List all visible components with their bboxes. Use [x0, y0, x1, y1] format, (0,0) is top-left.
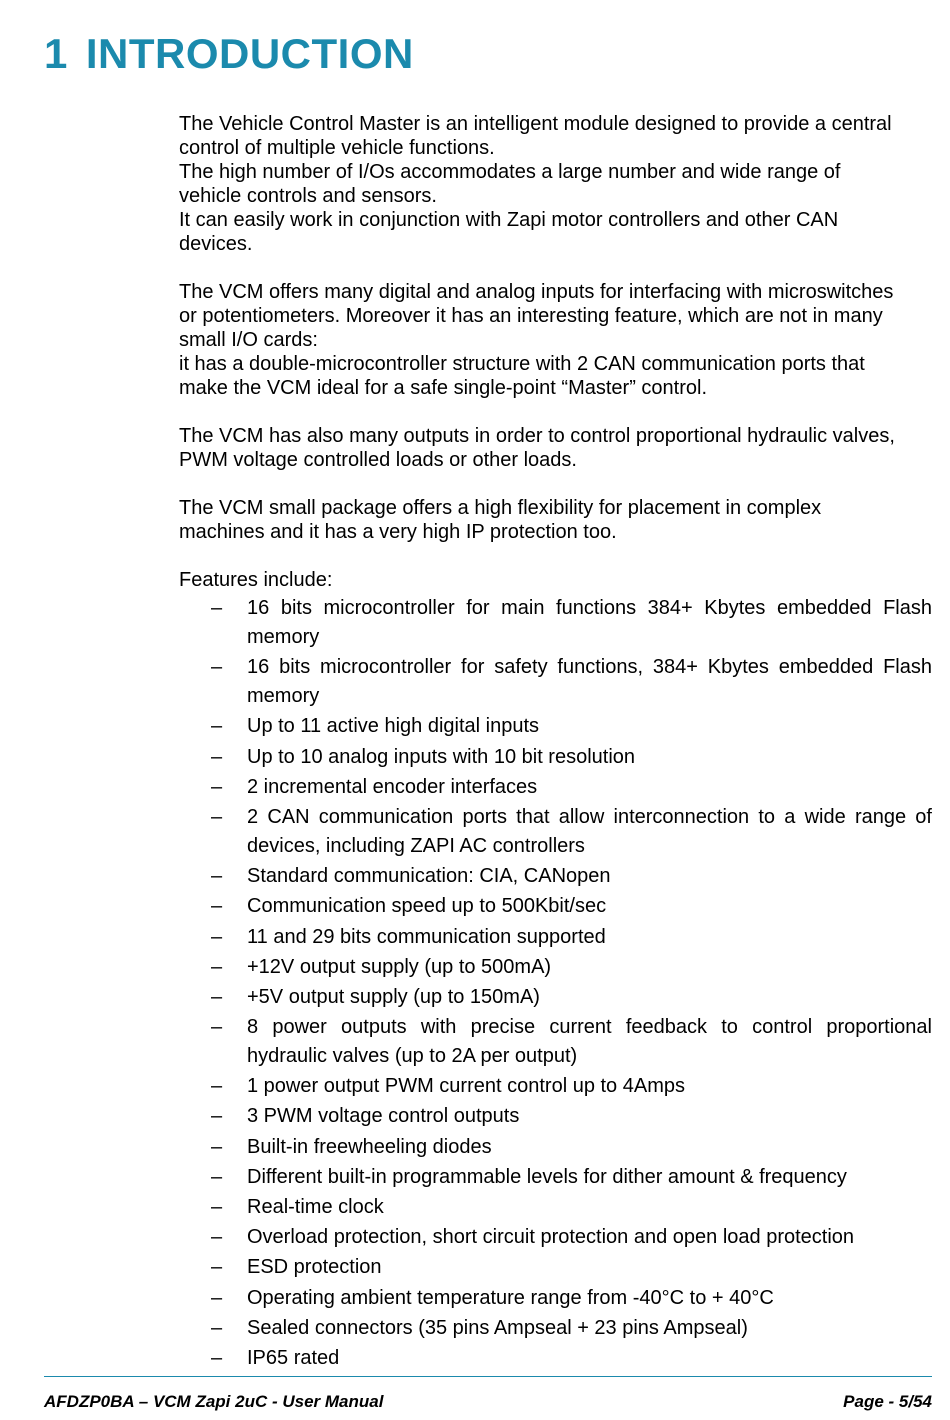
feature-text: ESD protection — [247, 1256, 382, 1279]
bullet-dash: – — [211, 715, 223, 738]
feature-text: Real-time clock — [247, 1196, 384, 1218]
feature-text: Sealed connectors (35 pins Ampseal + 23 pins Ampseal) — [247, 1316, 748, 1339]
bullet-dash: – — [211, 1105, 223, 1128]
bullet-dash: – — [211, 1196, 223, 1218]
bullet-dash: – — [211, 1226, 223, 1249]
feature-text: Up to 11 active high digital inputs — [247, 715, 540, 738]
feature-item — [179, 653, 932, 711]
feature-text: Communication speed up to 500Kbit/sec — [247, 895, 607, 918]
feature-item — [179, 773, 932, 802]
bullet-dash: – — [211, 656, 223, 679]
paragraph: The VCM small package offers a high flexibility for placement in complex machines and it has a very high IP protection too. — [179, 497, 822, 543]
feature-text: 16 bits microcontroller for main functions 384+ Kbytes embedded Flash memory — [247, 597, 932, 648]
feature-item — [179, 1284, 932, 1313]
feature-item — [179, 862, 932, 891]
bullet-dash: – — [211, 1346, 223, 1369]
feature-text: Operating ambient temperature range from -40°C to + 40°C — [247, 1286, 774, 1309]
paragraph: The VCM has also many outputs in order to control proportional hydraulic valves, PWM voltage controlled loads or other loads. — [179, 425, 895, 471]
feature-item — [179, 1344, 932, 1373]
feature-text: +5V output supply (up to 150mA) — [247, 985, 540, 1008]
bullet-dash: – — [211, 805, 223, 828]
features-intro: Features include: — [179, 569, 333, 591]
feature-text: Built-in freewheeling diodes — [247, 1135, 492, 1158]
bullet-dash: – — [211, 597, 223, 619]
feature-item — [179, 892, 932, 921]
feature-item — [179, 983, 932, 1012]
bullet-dash: – — [211, 1135, 223, 1158]
section-title: INTRODUCTION — [85, 30, 414, 77]
bullet-dash: – — [211, 985, 223, 1008]
section-heading — [44, 26, 414, 82]
feature-item — [179, 594, 932, 652]
feature-item — [179, 1163, 932, 1192]
paragraph: The VCM offers many digital and analog inputs for interfacing with microswitches or potentiometers. Moreover it has an interesting feature, which are not in many small I/O cards: it has a double-microcontroller structure with 2 CAN communication ports that make the VCM ideal for a safe single-point “Master” control. — [179, 281, 894, 399]
feature-item — [179, 1133, 932, 1162]
bullet-dash: – — [211, 955, 223, 978]
feature-text: 2 CAN communication ports that allow interconnection to a wide range of devices, including ZAPI AC controllers — [247, 805, 932, 857]
section-number: 1 — [44, 30, 68, 77]
bullet-dash: – — [211, 1165, 223, 1188]
feature-text: Overload protection, short circuit protection and open load protection — [247, 1226, 855, 1249]
feature-item — [179, 1013, 932, 1071]
feature-item — [179, 1253, 932, 1282]
feature-item — [179, 743, 932, 772]
feature-item — [179, 1193, 932, 1222]
bullet-dash: – — [211, 1316, 223, 1339]
bullet-dash: – — [211, 1016, 223, 1039]
bullet-dash: – — [211, 1286, 223, 1309]
feature-item — [179, 803, 932, 861]
feature-list — [179, 594, 939, 1373]
bullet-dash: – — [211, 1075, 223, 1098]
feature-text: Different built-in programmable levels for dither amount & frequency — [247, 1165, 847, 1188]
feature-item — [179, 1072, 932, 1101]
body-text — [179, 112, 939, 1374]
feature-text: 2 incremental encoder interfaces — [247, 775, 538, 798]
feature-item — [179, 712, 932, 741]
bullet-dash: – — [211, 775, 223, 798]
feature-text: 16 bits microcontroller for safety functions, 384+ Kbytes embedded Flash memory — [247, 656, 932, 708]
footer-page-number: Page - 5/54 — [843, 1392, 932, 1411]
feature-text: IP65 rated — [247, 1346, 340, 1369]
feature-text: 11 and 29 bits communication supported — [247, 925, 606, 948]
feature-text: Standard communication: CIA, CANopen — [247, 865, 611, 888]
feature-text: 8 power outputs with precise current feedback to control proportional hydraulic valves (up to 2A per output) — [247, 1016, 932, 1068]
bullet-dash: – — [211, 895, 223, 918]
bullet-dash: – — [211, 925, 223, 948]
feature-text: 3 PWM voltage control outputs — [247, 1105, 520, 1128]
feature-item — [179, 1223, 932, 1252]
feature-item — [179, 953, 932, 982]
footer-divider — [44, 1376, 932, 1377]
feature-item — [179, 1314, 932, 1343]
feature-text: +12V output supply (up to 500mA) — [247, 955, 552, 978]
feature-text: 1 power output PWM current control up to 4Amps — [247, 1075, 685, 1098]
bullet-dash: – — [211, 745, 223, 768]
paragraph: The Vehicle Control Master is an intelligent module designed to provide a central control of multiple vehicle functions. The high number of I/Os accommodates a large number and wide range of vehicle controls and sensors. It can easily work in conjunction with Zapi motor controllers and other CAN devices. — [179, 113, 892, 255]
footer-document-title: AFDZP0BA – VCM Zapi 2uC - User Manual — [44, 1392, 384, 1411]
feature-text: Up to 10 analog inputs with 10 bit resolution — [247, 745, 636, 768]
feature-item — [179, 1102, 932, 1131]
bullet-dash: – — [211, 1256, 223, 1279]
feature-item — [179, 923, 932, 952]
bullet-dash: – — [211, 865, 223, 888]
